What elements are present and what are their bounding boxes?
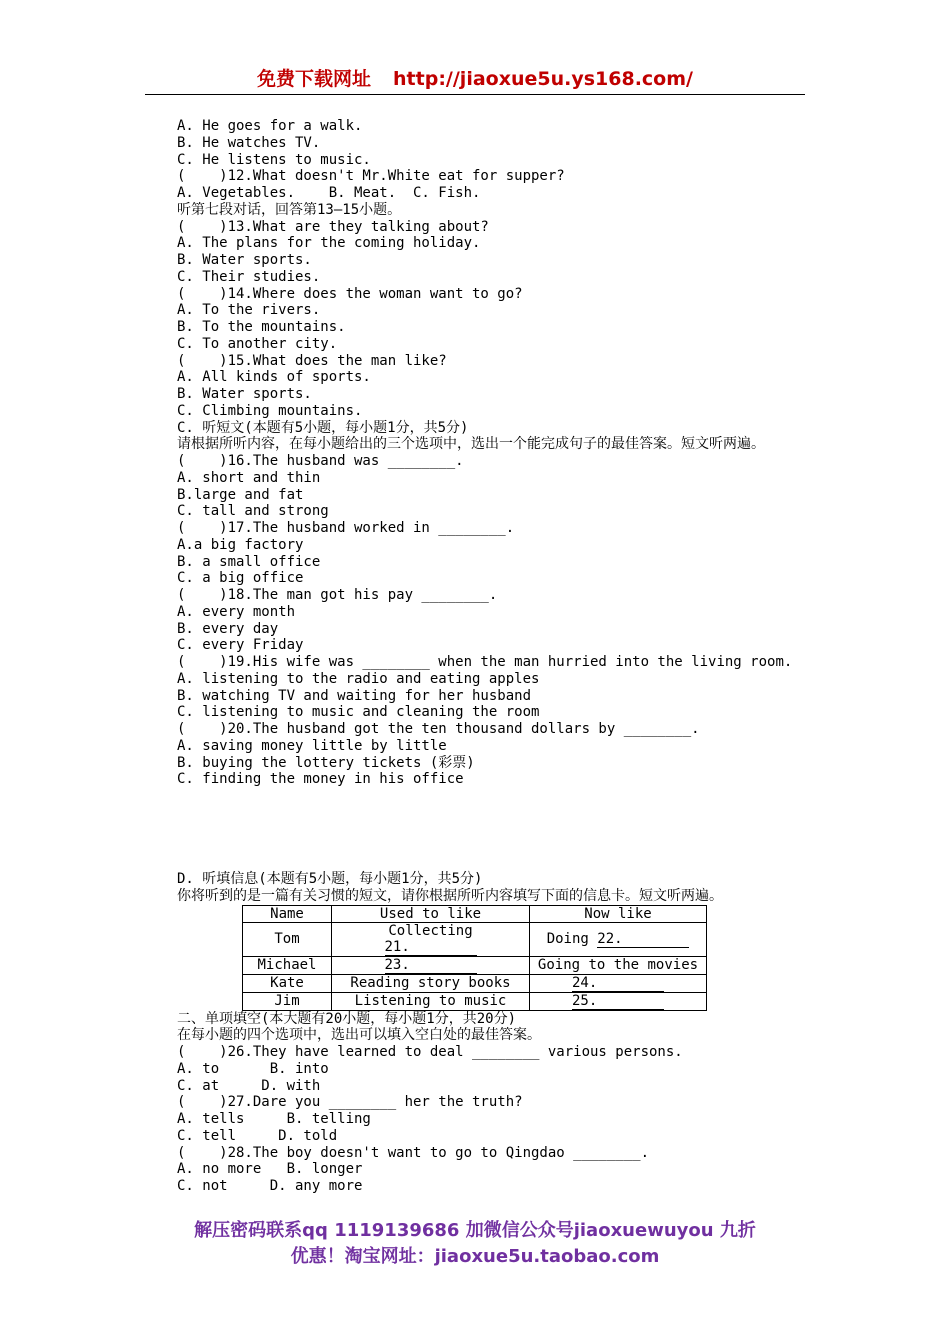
- question-line: A. tells B. telling: [177, 1111, 371, 1127]
- header-label: 免费下载网址: [257, 68, 372, 90]
- question-line: A. The plans for the coming holiday.: [177, 235, 481, 252]
- question-line: A. saving money little by little: [177, 737, 447, 754]
- question-line: B. Water sports.: [177, 386, 312, 402]
- document-body: [145, 118, 815, 1195]
- question-line: B. every day: [177, 620, 279, 637]
- question-line: ( )12.What doesn't Mr.White eat for supper?: [177, 168, 565, 185]
- table-cell-name: Jim: [243, 992, 332, 1010]
- table-cell-now: [530, 974, 707, 992]
- listening-section-c: [145, 453, 815, 788]
- listening-section-b: [145, 118, 815, 436]
- question-line: B. He watches TV.: [177, 134, 321, 151]
- answer-blank-25[interactable]: 25.: [572, 993, 664, 1010]
- table-header-cell: Name: [243, 905, 332, 922]
- question-line: ( )27.Dare you ________ her the truth?: [177, 1094, 523, 1111]
- table-cell-used: [332, 922, 530, 956]
- table-cell-now: [530, 992, 707, 1010]
- question-line: A. Vegetables. B. Meat. C. Fish.: [177, 185, 481, 201]
- answer-blank-21[interactable]: 21.: [385, 939, 477, 956]
- question-line: A. every month: [177, 603, 296, 620]
- question-line: ( )17.The husband worked in ________.: [177, 520, 515, 536]
- table-cell-name: Kate: [243, 974, 332, 992]
- question-line: A. He goes for a walk.: [177, 118, 363, 134]
- section-d-instruction: 你将听到的是一篇有关习惯的短文，请你根据所听内容填写下面的信息卡。短文听两遍。: [177, 887, 723, 904]
- question-line: 二、单项填空(本大题有20小题，每小题1分，共20分): [177, 1010, 516, 1027]
- question-line: C. To another city.: [177, 335, 338, 352]
- question-line: B. Water sports.: [177, 252, 312, 268]
- question-line: ( )28.The boy doesn't want to go to Qingdao ________.: [177, 1144, 650, 1161]
- question-line: C. Climbing mountains.: [177, 402, 363, 419]
- table-cell-used-text: Collecting: [388, 922, 473, 939]
- section-d-title: D. 听填信息(本题有5小题，每小题1分，共5分): [177, 871, 483, 887]
- page-header: [145, 64, 805, 95]
- section-c-instruction: 请根据所听内容，在每小题给出的三个选项中，选出一个能完成句子的最佳答案。短文听两遍。: [177, 436, 765, 453]
- question-line: A. To the rivers.: [177, 302, 321, 319]
- info-card-table: [242, 905, 707, 1011]
- footer-contact: 解压密码联系qq 1119139686 加微信公众号jiaoxuewuyou 九折: [194, 1220, 756, 1241]
- question-line: B. watching TV and waiting for her husband: [177, 687, 532, 704]
- question-line: ( )26.They have learned to deal ________ various persons.: [177, 1044, 683, 1060]
- table-row: [243, 922, 707, 956]
- question-line: ( )18.The man got his pay ________.: [177, 587, 498, 603]
- question-line: C. Their studies.: [177, 268, 321, 285]
- question-line: ( )19.His wife was ________ when the man hurried into the living room.: [177, 654, 793, 670]
- answer-blank-24[interactable]: 24.: [572, 975, 664, 992]
- table-cell-now-text: Doing: [546, 930, 598, 947]
- table-row: [243, 974, 707, 992]
- question-line: 在每小题的四个选项中，选出可以填入空白处的最佳答案。: [177, 1027, 541, 1044]
- question-line: C. not D. any more: [177, 1178, 363, 1194]
- question-line: C. at D. with: [177, 1077, 321, 1094]
- question-line: C. finding the money in his office: [177, 771, 464, 788]
- table-row: [243, 992, 707, 1010]
- table-cell-name: Tom: [243, 922, 332, 956]
- question-line: A. no more B. longer: [177, 1161, 363, 1178]
- answer-blank-23[interactable]: 23.: [385, 957, 477, 974]
- table-cell-name: Michael: [243, 956, 332, 974]
- question-line: C. tall and strong: [177, 503, 329, 520]
- question-line: A. listening to the radio and eating apples: [177, 670, 540, 687]
- table-cell-now: Going to the movies: [530, 956, 707, 974]
- header-url[interactable]: http://jiaoxue5u.ys168.com/: [393, 68, 693, 90]
- question-line: A. to B. into: [177, 1060, 329, 1077]
- question-line: ( )13.What are they talking about?: [177, 218, 489, 235]
- question-line: A.a big factory: [177, 536, 304, 553]
- grammar-section: [145, 1011, 815, 1195]
- answer-blank-22[interactable]: 22.: [597, 931, 689, 948]
- table-header-cell: Now like: [530, 905, 707, 922]
- question-line: ( )14.Where does the woman want to go?: [177, 285, 523, 302]
- table-cell-now: [530, 922, 707, 956]
- question-line: ( )16.The husband was ________.: [177, 453, 464, 469]
- question-line: C. listening to music and cleaning the room: [177, 704, 540, 721]
- table-cell-used: Listening to music: [332, 992, 530, 1010]
- question-line: C. 听短文(本题有5小题，每小题1分，共5分): [177, 419, 469, 436]
- question-line: C. a big office: [177, 570, 304, 587]
- table-header-cell: Used to like: [332, 905, 530, 922]
- question-line: B.large and fat: [177, 486, 304, 503]
- table-header-row: [243, 905, 707, 922]
- question-line: C. every Friday: [177, 637, 304, 654]
- footer-shop[interactable]: 优惠！淘宝网址：jiaoxue5u.taobao.com: [290, 1246, 660, 1267]
- question-line: A. short and thin: [177, 469, 321, 486]
- question-line: A. All kinds of sports.: [177, 369, 371, 386]
- question-line: C. He listens to music.: [177, 151, 371, 168]
- question-line: 听第七段对话，回答第13—15小题。: [177, 201, 402, 218]
- question-line: B. a small office: [177, 553, 321, 570]
- question-line: B. To the mountains.: [177, 319, 346, 335]
- table-cell-used: Reading story books: [332, 974, 530, 992]
- table-cell-used: [332, 956, 530, 974]
- question-line: B. buying the lottery tickets (彩票): [177, 754, 475, 771]
- question-line: ( )15.What does the man like?: [177, 352, 447, 369]
- question-line: C. tell D. told: [177, 1127, 338, 1144]
- question-line: ( )20.The husband got the ten thousand dollars by ________.: [177, 721, 700, 737]
- table-row: [243, 956, 707, 974]
